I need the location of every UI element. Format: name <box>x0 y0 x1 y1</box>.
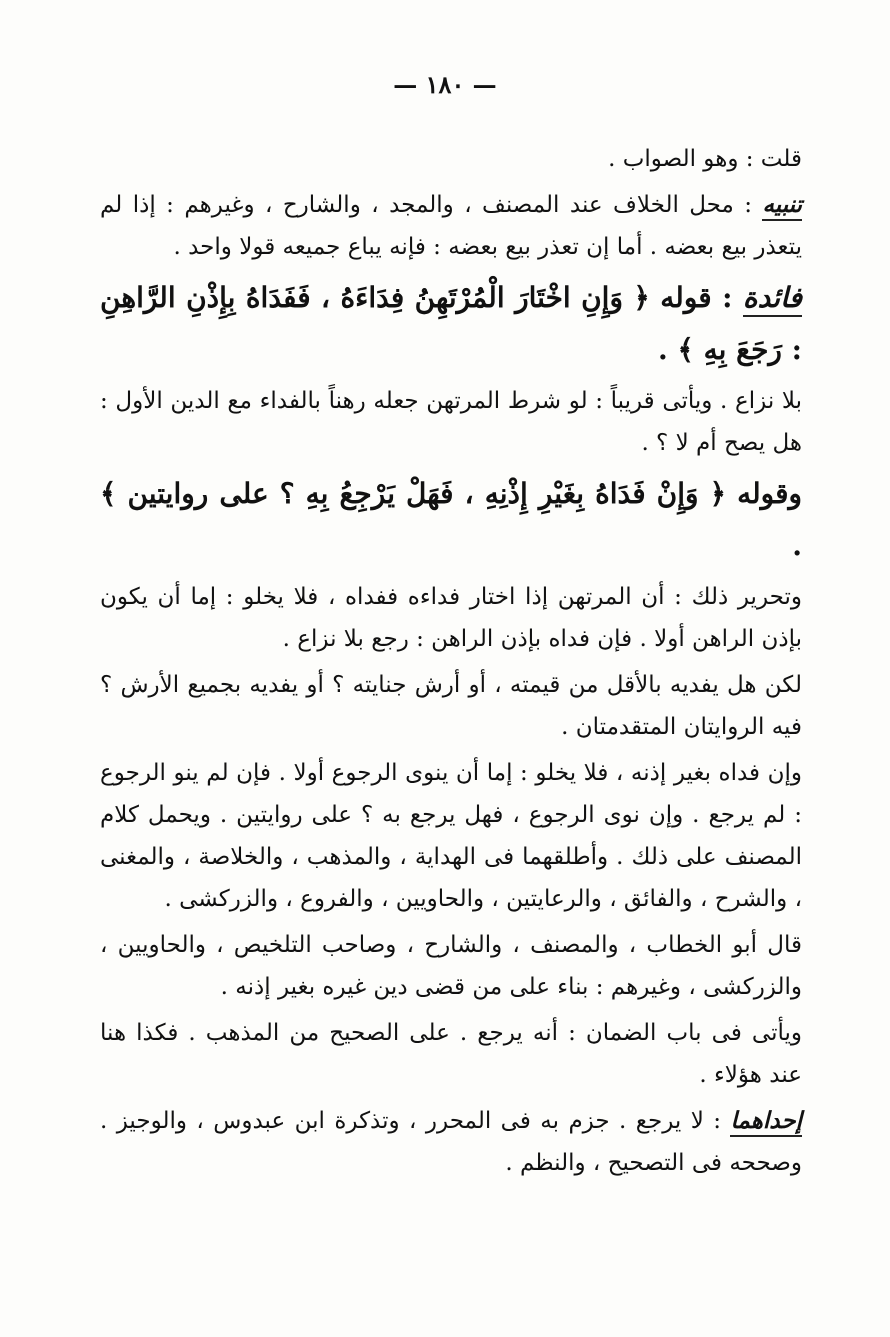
paragraph-text: قلت : وهو الصواب . <box>608 146 802 172</box>
paragraph <box>100 576 802 660</box>
paragraph-text: ويأتى فى باب الضمان : أنه يرجع . على الصحيح من المذهب . فكذا هنا عند هؤلاء . <box>100 1020 802 1088</box>
page-number: — ١٨٠ — <box>393 70 497 99</box>
paragraph-text: : قوله ﴿ وَإِنِ اخْتَارَ الْمُرْتَهِنُ فِدَاءَهُ ، فَفَدَاهُ بِإِذْنِ الرَّاهِنِ : رَجَعَ بِهِ ﴾ . <box>100 281 802 366</box>
paragraph-first-narration <box>100 1100 802 1184</box>
paragraph-quote <box>100 468 802 572</box>
paragraph-text: : محل الخلاف عند المصنف ، والمجد ، والشارح ، وغيرهم : إذا لم يتعذر بيع بعضه . أما إن تعذر بيع بعضه : فإنه يباع جميعه قولا واحد . <box>100 192 802 260</box>
paragraph <box>100 1012 802 1096</box>
paragraph <box>100 664 802 748</box>
paragraph-text: وإن فداه بغير إذنه ، فلا يخلو : إما أن ينوى الرجوع أولا . فإن لم ينو الرجوع : لم يرجع . وإن نوى الرجوع ، فهل يرجع به ؟ على روايتين . ويحمل كلام المصنف على ذلك . وأطلقهما فى الهداية ، والمذهب ، والخلاصة ، والمغنى ، والشرح ، والفائق ، والرعايتين ، والحاويين ، والفروع ، والزركشى . <box>100 760 802 912</box>
paragraph-text: لكن هل يفديه بالأقل من قيمته ، أو أرش جنايته ؟ أو يفديه بجميع الأرش ؟ فيه الروايتان المتقدمتان . <box>100 672 802 740</box>
paragraph <box>100 138 802 180</box>
paragraph <box>100 924 802 1008</box>
paragraph-text: : لا يرجع . جزم به فى المحرر ، وتذكرة ابن عبدوس ، والوجيز . وصححه فى التصحيح ، والنظم . <box>100 1108 802 1176</box>
paragraph-text: بلا نزاع . ويأتى قريباً : لو شرط المرتهن جعله رهناً بالفداء مع الدين الأول : هل يصح أم لا ؟ . <box>100 388 802 456</box>
paragraph-lead: فائدة <box>743 281 802 317</box>
paragraph-lead: إحداهما <box>730 1107 802 1137</box>
body-text <box>100 138 802 1188</box>
paragraph <box>100 380 802 464</box>
paragraph-text: وتحرير ذلك : أن المرتهن إذا اختار فداءه ففداه ، فلا يخلو : إما أن يكون بإذن الراهن أولا . فإن فداه بإذن الراهن : رجع بلا نزاع . <box>100 584 802 652</box>
paragraph-text: وقوله ﴿ وَإِنْ فَدَاهُ بِغَيْرِ إِذْنِهِ ، فَهَلْ يَرْجِعُ بِهِ ؟ على روايتين ﴾ . <box>100 477 802 562</box>
paragraph-benefit <box>100 272 802 376</box>
paragraph-text: قال أبو الخطاب ، والمصنف ، والشارح ، وصاحب التلخيص ، والحاويين ، والزركشى ، وغيرهم : بناء على من قضى دين غيره بغير إذنه . <box>100 932 802 1000</box>
paragraph-note <box>100 184 802 268</box>
paragraph-lead: تنبيه <box>762 191 802 221</box>
paragraph <box>100 752 802 920</box>
